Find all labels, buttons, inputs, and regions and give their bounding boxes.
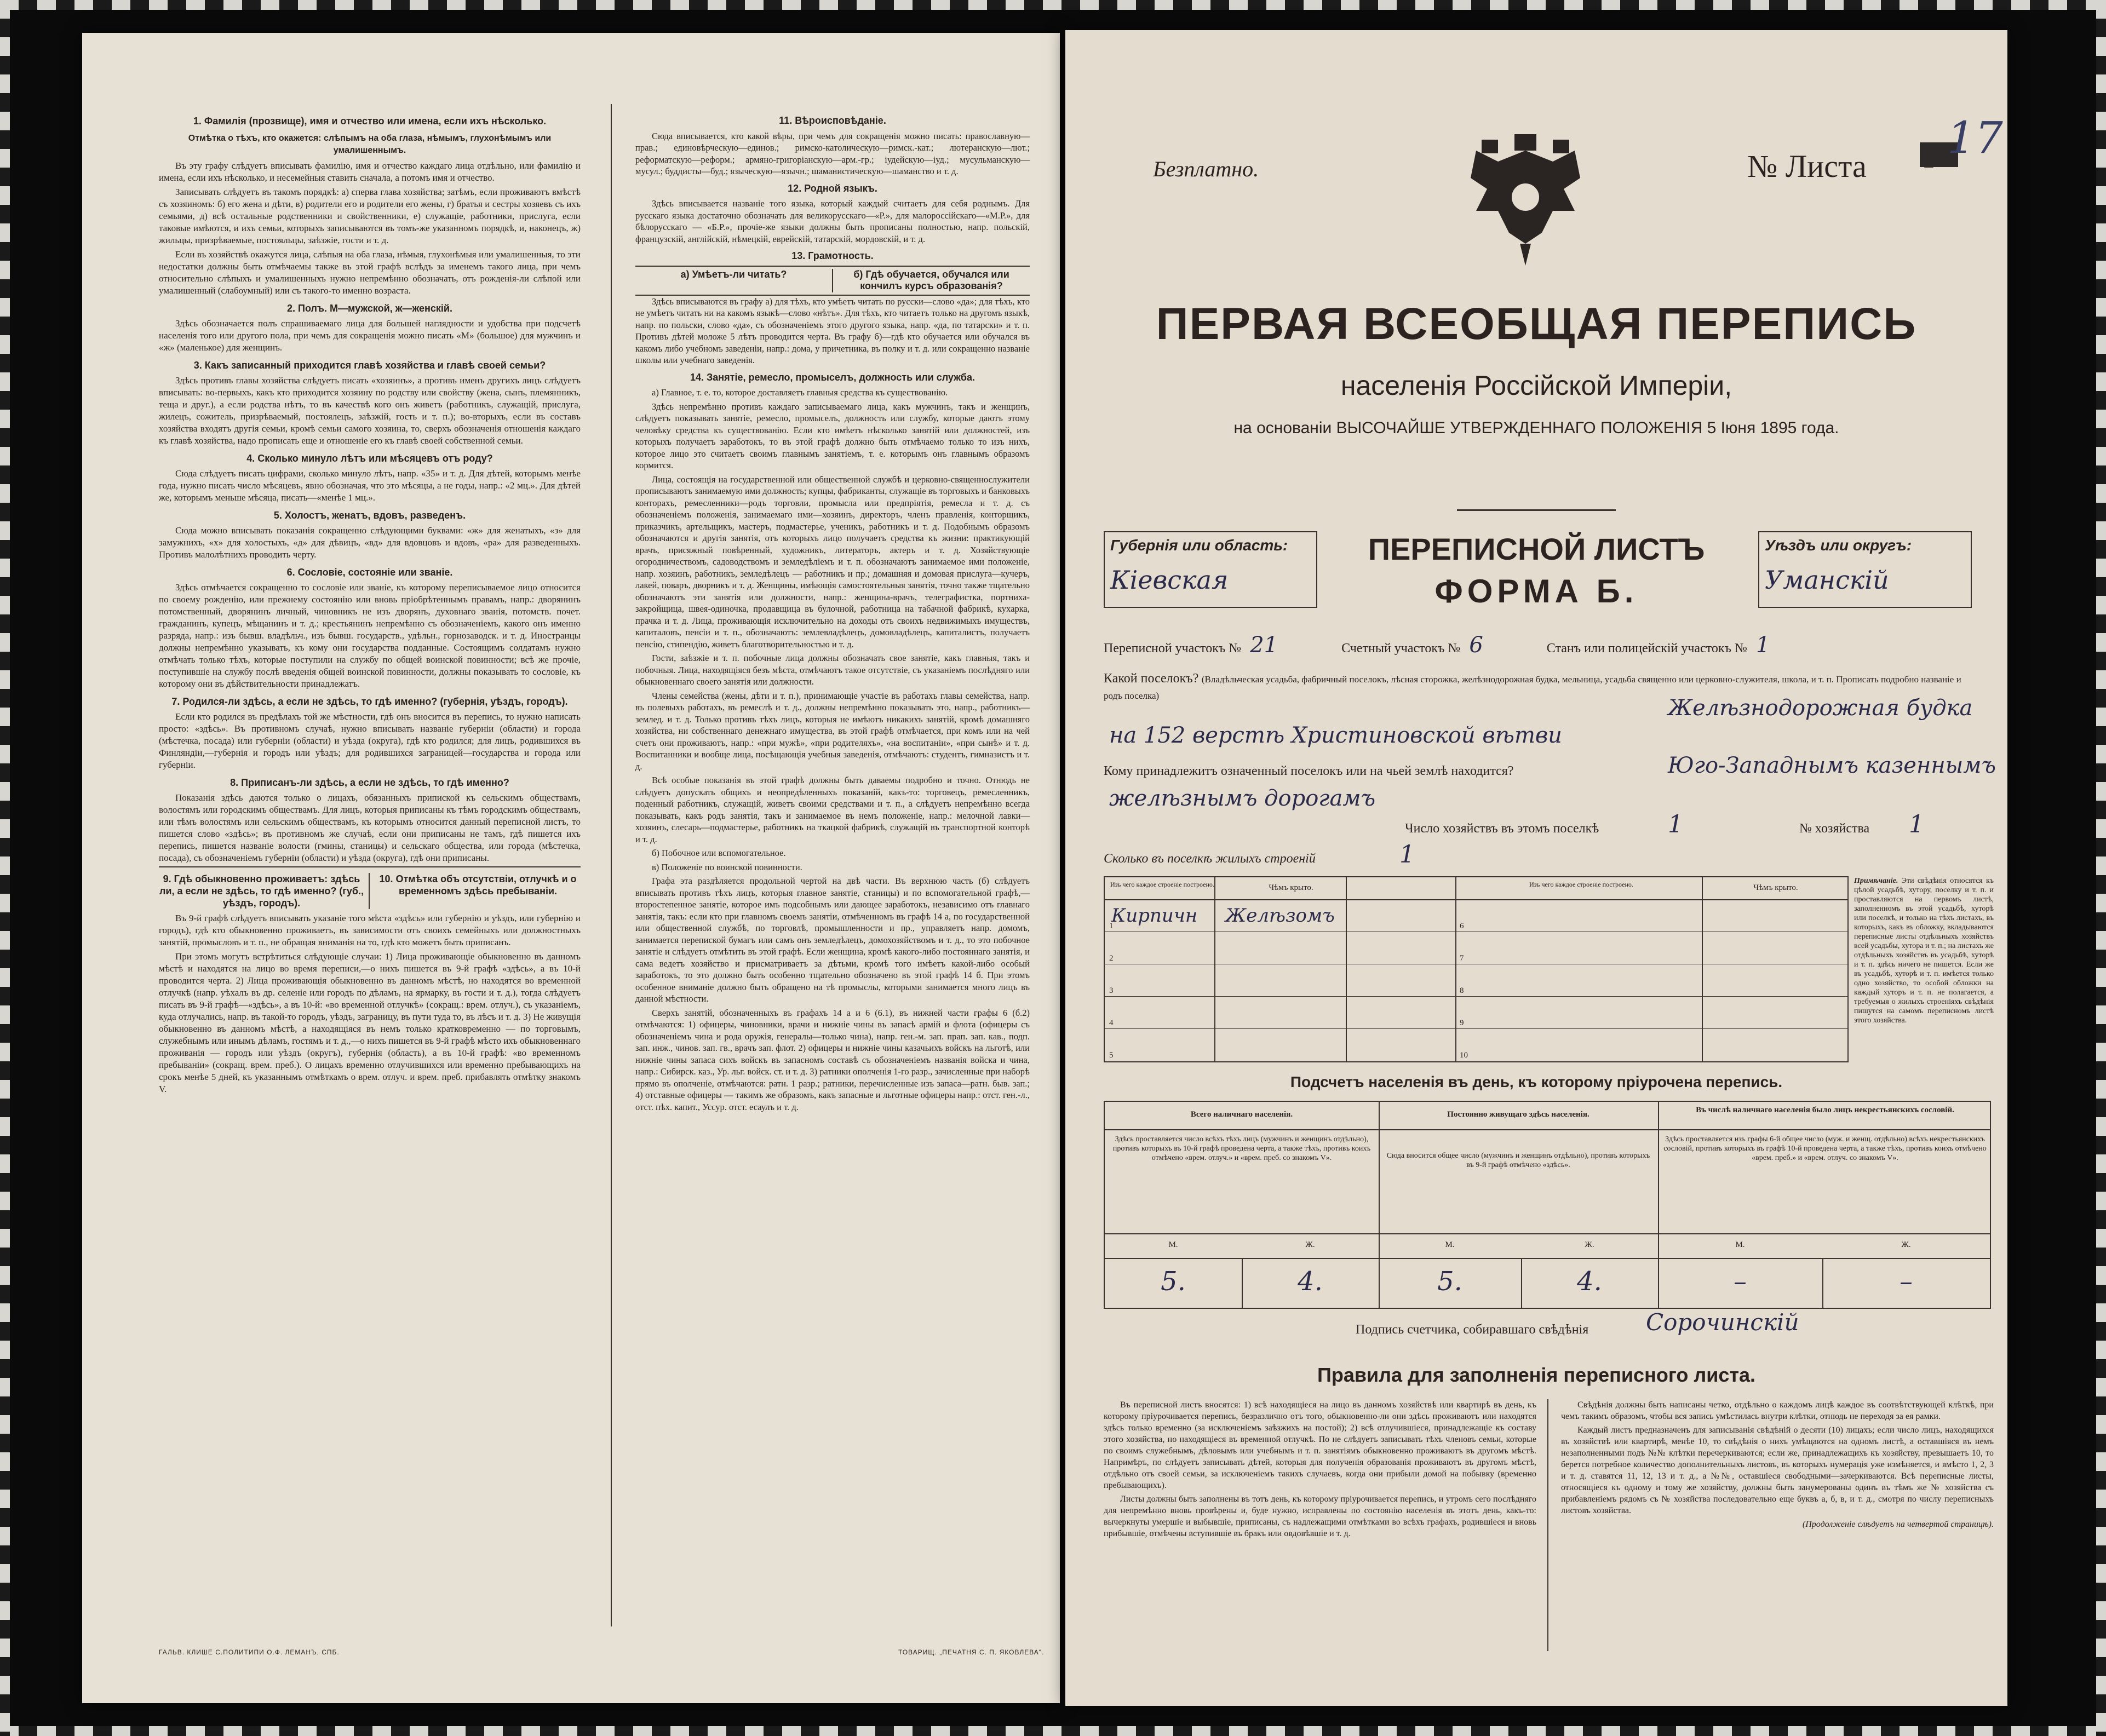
section-4-para: Сюда слѣдуетъ писать цифрами, сколько минуло лѣтъ, напр. «35» и т. д. Для дѣтей, которымъ менѣе года, нужно писать число мѣсяцевъ, явно обозначая, что это мѣсяцы, а не годы, напр.: «2 мц.». Для дѣтей же, которымъ меньше мѣсяца, писать—«менѣе 1 мц.». [159,468,581,503]
bt-row-number: 7 [1460,954,1464,963]
section-12-title: 12. Родной языкъ. [788,182,877,194]
ct-zh-header: Ж. [1585,1240,1594,1249]
population-count-table [1104,1101,1991,1309]
gubernia-label: Губернія или область: [1110,537,1288,554]
bt-row-number: 4 [1109,1019,1114,1027]
table-divider [1346,877,1347,1061]
uchastok-value: 21 [1250,633,1278,658]
scale-ruler-left [0,0,10,1736]
scale-ruler-bottom [0,1726,2106,1736]
section-14-title: 14. Занятіе, ремесло, промыселъ, должность или служба. [690,371,975,383]
section-14-para: Гости, заѣзжіе и т. п. побочные лица должны обозначать свое занятіе, какъ главныя, такъ и побочныя. Лица, находящіяся безъ мѣста, отмѣчаютъ такое отсутствіе, съ указаніемъ послѣдняго или обыкновеннаго своего занятія или должности. [635,653,1030,687]
gubernia-value: Кіевская [1110,565,1229,595]
stan-value: 1 [1755,633,1770,658]
section-3-para: Здѣсь противъ главы хозяйства слѣдуетъ писать «хозяинъ», а противъ именъ другихъ лицъ слѣдуетъ вписывать: во-первыхъ, какъ кто приходится хозяину по родству или свойству (жена, сынъ, племянникъ, теща и друг.), а если родства нѣтъ, то въ качествѣ кого онъ живетъ (работникъ, служащій, прислуга, жилецъ, сожитель, призрѣваемый, постоялецъ, заѣзжій, гость и т. п.); во-вторыхъ, если въ составъ хозяйства входятъ другія семьи, кромѣ семьи самого хозяина, то, сверхъ обозначенія отношенія каждаго къ главѣ хозяйства, надо прописать еще и отношеніе его къ главѣ своей собственной семьи. [159,375,581,446]
ct-nonpeasant-m: – [1734,1266,1747,1297]
stroenie-label: Сколько въ поселкѣ жилыхъ строеній [1104,852,1316,866]
gubernia-box [1104,531,1317,608]
section-11-title: 11. Вѣроисповѣданіе. [779,115,886,126]
buildings-note [1854,876,1994,1025]
right-page-census-form [1065,30,2007,1706]
rules-column-right [1561,1399,1994,1530]
section-12-para: Здѣсь вписывается названіе того языка, который каждый считаетъ для себя роднымъ. Для русскаго языка достаточно обозначать для великорусскаго—«Р.», для малороссійскаго—«М.Р.», для бѣлорусскаго — «Б.Р.», прочіе-же языки должны быть прописаны полностью, напр. польскій, французскій, англійскій, нѣмецкій, еврейскій, татарскій, мордовскій, и т. д. [635,198,1030,244]
ct-desc-nonpeasant: Здѣсь проставляется изъ графы 6-й общее число (муж. и женщ. отдѣльно) всѣхъ некрестьянскихъ сословій, противъ которыхъ въ графѣ 10-й проведена черта, а также тѣхъ, противъ коихъ отмѣчено «врем. преб.» и «врем. отлуч. со знакомъ V». [1663,1135,1987,1162]
sheet-number-label: № Листа [1747,148,1867,184]
table-row-line [1105,996,1455,997]
left-page-instructions [82,33,1060,1703]
rules-title: Правила для заполненія переписного листа. [1317,1364,1756,1386]
bt-header-material-right: Изъ чего каждое строеніе построено. [1529,881,1633,888]
ct-header-nonpeasant: Въ числѣ наличнаго населенія было лицъ некрестьянскихъ сословій. [1696,1106,1954,1114]
ct-permanent-zh: 4. [1577,1266,1602,1297]
section-13-title: 13. Грамотность. [791,250,874,261]
count-title: Подсчетъ населенія въ день, къ которому пріурочена перепись. [1290,1073,1783,1090]
section-6-title: 6. Сословіе, состояніе или званіе. [286,567,453,578]
bt-row1-material: Кирпичн [1111,905,1198,927]
left-column-1 [159,110,581,1097]
section-13-para: Здѣсь вписываются въ графу а) для тѣхъ, кто умѣетъ читать по русски—слово «да»; для тѣхъ, кто не умѣетъ читать ни на какомъ языкѣ—слово «нѣтъ». Для тѣхъ, кто читаетъ только на другомъ языкѣ, напр. по польски, слово «да», съ обозначеніемъ этого другого языка, напр. «да, по татарски» и т. п. Противъ дѣтей моложе 5 лѣтъ проводится черта. Въ графу б)—гдѣ кто обучается или обучался въ какомъ либо учебномъ заведеніи, напр.: дома, у причетника, въ полку и т. д. или сокращенно названіе школы или учебнаго заведенія. [635,296,1030,365]
section-11-para: Сюда вписывается, кто какой вѣры, при чемъ для сокращенія можно писать: православную—прав.; единовѣрческую—единов.; римско-католическую—римск.-кат.; лютеранскую—лют.; реформатскую—реформ.; армяно-григоріанскую—арм.-гр.; іудейскую—іуд.; мусульманскую—мусул.; буддисты—буд.; языческую—язычн.; шаманистическую—шаманство и т. д. [635,130,1030,176]
section-14-para: Всѣ особые показанія въ этой графѣ должны быть даваемы подробно и точно. Отнюдь не слѣдуетъ допускать общихъ и неопредѣленныхъ показаній, какъ-то: торговецъ, ремесленникъ, поденный работникъ, служащій, живетъ своими средствами и т. п., а слѣдуетъ непремѣнно всегда показывать, какъ родъ занятія, такъ и занимаемое въ немъ положеніе, напр.: мелочной лавки—хозяинъ, слесарь—подмастерье, работникъ на ткацкой фабрикѣ, служащій въ транспортной конторѣ и т. д. [635,775,1030,844]
ct-desc-total: Здѣсь проставляется число всѣхъ тѣхъ лицъ (мужчинъ и женщинъ отдѣльно), противъ которыхъ въ 10-й графѣ проведена черта, а также тѣхъ, противъ коихъ отмѣчено «врем. отлуч.» и «врем. преб. со знакомъ V». [1112,1135,1371,1162]
bt-header-roof-right: Чѣмъ крыто. [1753,883,1798,892]
bt-row-number: 10 [1460,1051,1468,1060]
schet-value: 6 [1469,633,1483,658]
signature-label: Подпись счетчика, собиравшаго свѣдѣнія [1356,1323,1589,1337]
table-divider [1105,899,1847,900]
rules-para: Листы должны быть заполнены въ тотъ день, къ которому пріурочивается перепись, и утромъ сего послѣдняго для непремѣнно вновь провѣрены и, буде нужно, исправлены по состоянію населенія въ этотъ день, какъ-то: вычеркнуты умершіе и выбывшіе, приписаны, съ надлежащими отмѣтками во всѣхъ графахъ, родившіеся и вновь прибывшіе, отмѣчены вступившіе въ бракъ или овдовѣвшіе и т. д. [1104,1494,1536,1538]
ct-header-total: Всего наличнаго населенія. [1190,1110,1293,1119]
rules-para: Свѣдѣнія должны быть написаны четко, отдѣльно о каждомъ лицѣ каждое въ соотвѣтствующей клѣткѣ, при чемъ такимъ образомъ, чтобы вся запись умѣстилась внутри клѣтки, отнюдь не переходя за ея рамки. [1561,1400,1994,1421]
uezd-value: Уманскій [1765,565,1889,595]
poselok-value-1: Желѣзнодорожная будка [1668,695,1973,721]
ct-permanent-m: 5. [1437,1266,1462,1297]
uchastok-label: Переписной участокъ № [1104,641,1242,656]
section-14a-title: а) Главное, т. е. то, которое доставляетъ главныя средства къ существованію. [652,387,948,398]
bt-row-number: 8 [1460,986,1464,995]
bt-row-number: 1 [1109,922,1114,930]
section-2-para: Здѣсь обозначается полъ спрашиваемаго лица для большей наглядности и удобства при подсчетѣ населенія того или другого пола, при чемъ для сокращенія можно писать «М» (большое) для мужчинъ и «ж» (маленькое) для женщинъ. [159,318,581,353]
scale-ruler-right [2096,0,2106,1736]
poselok-value-2: на 152 верстѣ Христиновской вѣтви [1109,723,1562,748]
ct-m-header: М. [1445,1240,1455,1249]
section-1-subtitle: Отмѣтка о тѣхъ, кто окажется: слѣпымъ на оба глаза, нѣмымъ, глухонѣмымъ или умалишеннымъ. [188,134,552,155]
rules-para: Въ переписной листъ вносятся: 1) всѣ находящіеся на лицо въ данномъ хозяйствѣ или квартирѣ въ день, къ которому пріурочивается перепись, безразлично отъ того, обыкновенно-ли они здѣсь проживаютъ или находятся здѣсь только временно (за исключеніемъ заѣзжихъ на постой); 2) всѣ отлучившіеся, принадлежащіе къ составу этого хозяйства, но находящіеся въ временной отлучкѣ. По не слѣдуетъ записывать тѣхъ членовъ семьи, которые по своимъ служебнымъ, дѣловымъ или учебнымъ и т. п. занятіямъ обыкновенно проживаютъ въ другомъ мѣстѣ. Напримѣръ, по слѣдуетъ записывать дѣтей, которыя для полученія образованія проживаютъ въ другомъ мѣстѣ, отдѣльно отъ своей семьи, за исключеніемъ такихъ случаевъ, когда они прибыли домой на побывку (временно пребывающихъ). [1104,1400,1536,1490]
printer-credit-left: ГАЛЬВ. КЛИШЕ С.ПОЛИТИПИ О.Ф. ЛЕМАНЪ, СПБ. [159,1648,340,1656]
table-divider [1455,877,1456,1061]
archive-page-number: 17 [1947,112,2003,163]
table-divider [1702,877,1703,1061]
section-9-para: При этомъ могутъ встрѣтиться слѣдующіе случаи: 1) Лица проживающіе обыкновенно въ данномъ мѣстѣ и находятся на лицо во время переписи,—о нихъ пишется въ 9-й графѣ «здѣсь», а въ 10-й проводится черта. 2) Лица проживающія обыкновенно въ данномъ мѣстѣ, но находятся во временной отлучкѣ (напр. уѣхалъ въ др. селеніе или городъ по дѣламъ, на ярмарку, въ гости и т. д.), тогда слѣдуетъ писать въ 9-й графѣ—«здѣсь», а въ 10-й: «во временной отлучкѣ» (сокращ.: врем. отлуч.), съ указаніемъ, куда отлучались, напр. въ такой-то городъ, уѣздъ, заграницу, въ пути туда то, въ лѣсъ и т. д. 3) Не живущія обыкновенно въ данномъ мѣстѣ, а находящіяся въ немъ только кратковременно — по торговымъ, служебнымъ или инымъ дѣламъ, гостямъ и т. д.,—о нихъ пишется въ 9-й графѣ мѣсто ихъ обыкновеннаго проживанія — городъ или уѣздъ (округъ), губернія (область), а въ 10-й графѣ: «во временномъ пребываніи» (сокращ. врем. преб.). О лицахъ временно отлучившихся или временно пребывающихъ на срокъ менѣе 5 дней, къ указаннымъ отмѣткамъ о врем. отлуч. и врем. преб. прибавлять отмѣтку знакомъ V. [159,951,581,1094]
section-14-para: Здѣсь непремѣнно противъ каждаго записываемаго лица, какъ мужчинъ, такъ и женщинъ, слѣдуетъ показывать занятіе, ремесло, промыселъ, должность или службу, которые даютъ этому человѣку средства къ существованію. Если кто имѣетъ нѣсколько занятій или должностей, изъ которыхъ получаетъ заработокъ, то въ этой графѣ должно быть отмѣчаемо только то изъ нихъ, которое лицо это считаетъ своимъ главнымъ занятіемъ, т. е. которымъ онъ главнымъ образомъ кормится. [635,401,1030,470]
bt-row-number: 9 [1460,1019,1464,1027]
buildings-table [1104,876,1849,1062]
section-6-para: Здѣсь отмѣчается сокращенно то сословіе или званіе, къ которому переписываемое лицо относится по своему рожденію, или прежнему состоянію или вновь пріобрѣтеннымъ правамъ, напр.: дворянинъ потомственный, дворянинъ личный, чиновникъ не изъ дворянъ, духовнаго званія, потомств. почет. гражданинъ, купецъ, мѣщанинъ и т. д.; крестьянинъ непремѣнно съ обозначеніемъ, какого онъ именно разряда, напр.: изъ бывш. владѣльч., изъ бывш. государств., удѣльн., горнозаводск. и т. д. Иностранцы должны непремѣнно указывать, къ кому они государства подданные. Состоящимъ солдатамъ нужно отмѣчать только тѣхъ, которые поступили на службу по общей воинской повинности; всѣ же прочіе, поступившіе на службу послѣ введенія общей воинской повинности, должны показывать то сословіе, къ которому они въ дѣйствительности принадлежатъ. [159,582,581,689]
table-divider [1105,1258,1990,1259]
section-8-title: 8. Приписанъ-ли здѣсь, а если не здѣсь, то гдѣ именно? [230,777,509,788]
table-divider [1214,877,1215,1061]
ct-total-zh: 4. [1298,1266,1323,1297]
section-14-para: Члены семейства (жены, дѣти и т. п.), принимающіе участіе въ работахъ главы семейства, напр. въ полевыхъ работахъ, въ ремеслѣ и т. д., должны непремѣнно показывать это, напр., работникъ—землед. и т. д. Только противъ тѣхъ лицъ, которыя не имѣютъ никакихъ занятій, кромѣ домашняго хозяйства, ни собственнаго денежнаго имущества, въ этой графѣ отмѣчается, при комъ или на чей счетъ они проживаютъ, напр.: «при мужѣ», «при родителяхъ», «на воспитаніи», «при сынѣ» и т. д. Воспитанники и вообще лица, посѣщающія учебныя заведенія, отмѣчаютъ: студентъ, гимназистъ и т. д. [635,690,1030,772]
document-basis: на основаніи ВЫСОЧАЙШЕ УТВЕРЖДЕННАГО ПОЛОЖЕНІЯ 5 Іюня 1895 года. [1233,419,1839,437]
bt-row1-roof: Желѣзомъ [1225,905,1335,927]
section-2-title: 2. Полъ. М—мужской, ж—женскій. [287,303,452,314]
section-7-title: 7. Родился-ли здѣсь, а если не здѣсь, то гдѣ именно? (губернія, уѣздъ, городъ). [171,696,568,707]
stroenie-value: 1 [1399,841,1415,869]
sheet-number-value: 4 [1920,142,1958,167]
section-1-para: Записывать слѣдуетъ въ такомъ порядкѣ: а) сперва глава хозяйства; затѣмъ, если проживаютъ вмѣстѣ съ хозяиномъ: б) его жена и дѣти, в) родители его и родители его жены, г) братья и сестры хозяевъ съ ихъ семьями, д) всѣ остальные родственники и свойственники, е) служащіе, работники, прислуга, если таковые имѣются, и ихъ семьи, которыхъ записываются въ томъ-же указанномъ порядкѣ, и, наконецъ, ж) жильцы, призрѣваемые, постояльцы, заѣзжіе, гости и т. д. [159,187,581,245]
stan-label: Станъ или полицейскій участокъ № [1546,641,1747,656]
section-1-para: Въ эту графу слѣдуетъ вписывать фамилію, имя и отчество каждаго лица отдѣльно, или фамилію и имена, если ихъ нѣсколько, и несемейныя ставить сначала, а потомъ имя и отчество. [159,160,581,183]
hoz-label: Число хозяйствъ въ этомъ поселкѣ [1405,821,1599,836]
scale-ruler-top [0,0,2106,10]
section-14-para: Графа эта раздѣляется продольной чертой на двѣ части. Въ верхнюю часть (б) слѣдуетъ вписывать противъ тѣхъ лицъ, которыя главное занятіе, станицы) и по вспомогательной графѣ,—второстепенное занятіе, которое имъ подсобнымъ или дающее заработокъ, независимо отъ главнаго занятія, такъ: если кто при главномъ своемъ занятіи, отмѣченномъ въ графѣ 14 а, по государственной или общественной службѣ, по торговлѣ, промышленности и пр., управляетъ напр. домомъ, занимается перепиской бумагъ или самъ онъ земледѣлецъ, домохозяйствомъ и т. д., то это побочное занятіе и слѣдуетъ отмѣтить въ этой графѣ. Если женщина, кромѣ какого-либо постояннаго занятія, и сама ведетъ хозяйство и присматриваетъ за дѣтьми, кромѣ того имѣетъ какой-либо особый заработокъ, то это должно быть особенно тщательно обозначено въ этой графѣ 14 б. При этомъ особенное вниманіе должно быть обращено на тѣ промыслы, которыми занимается много лицъ въ данной мѣстности. [635,876,1030,1004]
ct-zh-header: Ж. [1901,1240,1911,1249]
free-label: Безплатно. [1153,157,1259,181]
title-divider [1457,509,1616,511]
uezd-box [1758,531,1972,608]
section-10-title: 10. Отмѣтка объ отсутствіи, отлучкѣ и о временномъ здѣсь пребываніи. [379,873,577,896]
ct-m-header: М. [1168,1240,1178,1249]
bt-row-number: 5 [1109,1051,1114,1060]
section-8-para: Показанія здѣсь даются только о лицахъ, обязанныхъ припиской къ сельскимъ обществамъ, волостямъ или городскимъ обществамъ. Для лицъ, которыя приписаны къ тѣмъ городскимъ обществамъ, или тѣмъ волостямъ или сельскимъ обществамъ, къ которымъ относится данный переписной листъ, то пишется слово «здѣсь»; въ противномъ же случаѣ, если они приписаны не тамъ, гдѣ пишется ихъ перепись, пишется названіе волости (гмины, станицы) и сельскаго общества, или города (мѣстечка, посада), съ обозначеніемъ губерніи (области) и уѣзда (округа), гдѣ они приписаны. [159,792,581,863]
form-title: ПЕРЕПИСНОЙ ЛИСТЪ [1368,532,1705,566]
section-13a-title: а) Умѣетъ-ли читать? [635,269,833,292]
rules-para: Каждый листъ предназначенъ для записыванія свѣдѣній о десяти (10) лицахъ; если число лицъ, находящихся въ хозяйствѣ или квартирѣ, менѣе 10, то свѣдѣнія о нихъ умѣщаются на одномъ листѣ, а оставшіяся въ немъ незаполненными подъ №№ клѣтки перечеркиваются; если же, принадлежащихъ къ хозяйству, превышаетъ 10, то берется потребное количество дополнительныхъ листовъ, въ которыхъ нумерація уже измѣняется, и вмѣсто 1, 2, 3 и т. д. ставятся 11, 12, 13 и т. д., а №№, оставшіеся свободными—зачеркиваются. Всѣ переписные листы, относящіеся къ одному и тому же хозяйству, должны быть занумерованы одинъ въ тѣмъ же № хозяйства съ прибавленіемъ рядомъ съ № хозяйства последовательно еще буквъ а, б, в, и т. д., смотря по числу переписныхъ листовъ хозяйства. [1561,1425,1994,1515]
ct-total-m: 5. [1161,1266,1186,1297]
owner-value-2: желѣзнымъ дорогамъ [1109,786,1376,811]
uezd-label: Уѣздъ или округъ: [1765,537,1912,554]
document-title: ПЕРВАЯ ВСЕОБЩАЯ ПЕРЕПИСЬ [1156,299,1917,349]
section-1-title: 1. Фамилія (прозвище), имя и отчество или имена, если ихъ нѣсколько. [193,116,547,127]
ct-desc-permanent: Сюда вносится общее число (мужчинъ и женщинъ отдѣльно), противъ которыхъ въ 9-й графѣ отмѣчено «здѣсь». [1386,1152,1650,1169]
left-column-2 [635,110,1030,1115]
schet-label: Счетный участокъ № [1341,641,1461,656]
uchastok-row [1104,633,1980,658]
section-14c-title: в) Положеніе по воинской повинности. [652,861,802,872]
section-5-title: 5. Холостъ, женатъ, вдовъ, разведенъ. [273,510,466,521]
hoz-value: 1 [1668,810,1683,838]
hoz-number-label: № хозяйства [1799,821,1870,836]
owner-label: Кому принадлежитъ означенный поселокъ или на чьей землѣ находится? [1104,764,1514,778]
rules-continuation: (Продолженіе слѣдуетъ на четвертой страницѣ). [1802,1520,1994,1529]
section-14-para: Лица, состоящія на государственной или общественной службѣ и церковно-священнослужители прописываютъ занимаемую ими должность; купцы, фабриканты, служащіе въ торговыхъ и банковыхъ конторахъ, ремесленники—родъ торговли, промысла или предпріятія, ремесла и т. д. съ обозначеніемъ положенія, занимаемаго ими—хозяинъ, директоръ, членъ правленія, конторщикъ, приказчикъ, артельщикъ, мастеръ, подмастерье, ученикъ, работникъ и т. д. Подобнымъ образомъ обозначаются и другія занятія, отъ которыхъ лицо получаетъ средства къ жизни: практикующій врачъ, присяжный повѣренный, художникъ, литераторъ, актеръ и т. д. Хозяйствующіе огородничествомъ, садоводствомъ и земледѣліемъ и т. п. обозначаютъ занимаемое ими положеніе, напр. хозяинъ, работникъ, земледѣлецъ — работникъ и пр.; домашняя и домовая прислуга—кучеръ, лакей, поваръ, дворникъ и т. д. Женщины, имѣющія самостоятельныя занятія, точно также тщательно обозначаютъ эти занятія или должности, напр.: женщина-врачъ, телеграфистка, портниха-закройщица, швея-одиночка, продавщица въ булочной, работница на табачной фабрикѣ, кухарка, прачка и т. д. Лица, проживающія исключительно на доходы отъ своихъ недвижимыхъ имуществъ, капиталовъ, пенсіи и т. п., обозначаютъ: землевладѣлецъ, домовладѣлецъ, капиталистъ, получаетъ пенсію, стипендію, живетъ благотворительностью и т. д. [635,474,1030,649]
table-divider [1105,1233,1990,1234]
document-subtitle: населенія Россійской Имперіи, [1340,370,1732,401]
rules-column-left [1104,1399,1536,1542]
section-3-title: 3. Какъ записанный приходится главѣ хозяйства и главѣ своей семьи? [193,360,546,371]
section-9-para: Въ 9-й графѣ слѣдуетъ вписывать указаніе того мѣста «здѣсь» или губернію и уѣздъ, или губернію и городъ), гдѣ кто обыкновенно проживаетъ, въ зависимости отъ своихъ семейныхъ или должностныхъ занятій, промысловъ и т. п., не обращая вниманія на то, гдѣ кто можетъ быть приписанъ. [159,913,581,947]
ct-zh-header: Ж. [1305,1240,1315,1249]
column-divider [611,104,612,1626]
bt-row-number: 3 [1109,986,1114,995]
table-row-line [1455,996,1847,997]
ct-nonpeasant-zh: – [1900,1266,1913,1297]
hoz-number-value: 1 [1909,810,1924,838]
section-1-para: Если въ хозяйствѣ окажутся лица, слѣпыя на оба глаза, нѣмыя, глухонѣмыя или умалишенныя, то эти недостатки должны быть отмѣчаемы также въ этой графѣ вслѣдъ за именемъ такого лица, при чемъ относительно слѣпыхъ и умалишенныхъ нужно непремѣнно обозначать, отъ рожденія-ли слѣпой или умалишенный (слабоумный) или съ такого-то именно возраста. [159,249,581,296]
section-14-para: Сверхъ занятій, обозначенныхъ въ графахъ 14 а и 6 (6.1), въ нижней части графы 6 (б.2) отмѣчаются: 1) офицеры, чиновники, врачи и нижніе чины въ запасѣ армій и флота (офицеры съ обозначеніемъ чина и рода оружія, генералы—только чина), напр. ген.-м. зап. прап. зап. кав., подп. зап. инж., чинов. зап. гв., врачъ зап. флот. 2) офицеры и нижніе чины казачьихъ войскъ на льготѣ, или нижніе чины запаса сихъ войскъ въ запасномъ составѣ съ обозначеніемъ названія войска и чина, напр.: Сибирск. каз., Ур. льг. войск. ст. и т. д. 3) ратники ополченія 1-го разр., зачисленные при наборѣ прямо въ ополченіе, отмѣчаются: ратн. 1 разр.; ратники, перечисленные изъ запаса—ратн. быв. зап.; 4) отставные офицеры — такимъ же образомъ, какъ запасные и льготные офицеры напр.: отст. ген.-л., отст. пѣх. капит., Уссур. отст. есаулъ и т. д. [635,1007,1030,1112]
double-headed-eagle-emblem [1460,129,1591,271]
bt-row-number: 6 [1460,922,1464,930]
table-divider [1105,1129,1990,1130]
bt-header-roof-left: Чѣмъ крыто. [1269,883,1313,892]
bt-header-material-left: Изъ чего каждое строеніе построено. [1110,881,1214,888]
section-13b-title: б) Гдѣ обучается, обучался или кончилъ курсъ образованія? [853,268,1009,291]
section-4-title: 4. Сколько минуло лѣтъ или мѣсяцевъ отъ роду? [246,453,493,464]
table-row-line [1455,1028,1847,1029]
table-row-line [1105,1028,1455,1029]
section-7-para: Если кто родился въ предѣлахъ той же мѣстности, гдѣ онъ вносится въ перепись, то нужно написать просто: «здѣсь». Въ противномъ случаѣ, нужно вписывать названіе губерніи (области) и города (мѣстечка, посада) или губерніи (области) и уѣзда (округа), гдѣ кто родился; для лицъ, родившихся въ Финляндіи,—губернія и городъ или уѣздъ; для родившихся заграницей—государства и города или губерніи. [159,711,581,770]
section-5-para: Сюда можно вписывать показанія сокращенно слѣдующими буквами: «ж» для женатыхъ, «з» для замужнихъ, «х» для холостыхъ, «д» для дѣвицъ, «вд» для вдовцовъ и вдовъ, «ра» для разведенныхъ. Противъ малолѣтнихъ проводить черту. [159,525,581,560]
note-text: Эти свѣдѣнія относятся къ цѣлой усадьбѣ, хутору, поселку и т. п. и проставляются на первомъ листѣ, заполненномъ въ этой усадьбѣ, хуторѣ или поселкѣ, и только на тѣхъ листахъ, въ которыхъ, какъ въ обложку, вкладываются переписные листы отдѣльныхъ хозяйствъ всей усадьбы, хутора и т. п.; на листахъ же отдѣльныхъ хозяйствъ въ усадьбѣ, хуторѣ и т. п. здѣсь ничего не пишется. Если же въ усадьбѣ, хуторѣ и т. п. имѣется только одно хозяйство, то особой обложки на каждый хуторъ и т. п. не полагается, а требуемыя о жилыхъ строеніяхъ свѣдѣнія пишутся на самомъ переписномъ листѣ этого хозяйства. [1854,877,1994,1025]
note-title: Примѣчаніе. [1854,877,1898,885]
poselok-hint: (Владѣльческая усадьба, фабричный поселокъ, лѣсная сторожка, желѣзнодорожная будка, мельница, усадьба священно или церковно-служителя, школа, и т. п. Прописать подробно названіе и родъ поселка) [1104,674,1961,701]
poselok-label: Какой поселокъ? [1104,671,1199,686]
form-letter: ФОРМА Б. [1434,573,1638,610]
ct-header-permanent: Постоянно живущаго здѣсь населенія. [1447,1110,1589,1119]
owner-value-1: Юго-Западнымъ казеннымъ [1668,753,1996,778]
section-9-title: 9. Гдѣ обыкновенно проживаетъ: здѣсь ли, а если не здѣсь, то гдѣ именно? (губ., уѣздъ, городъ). [159,873,370,909]
printer-credit-right: ТОВАРИЩ. „ПЕЧАТНЯ С. П. ЯКОВЛЕВА". [898,1648,1045,1656]
bt-row-number: 2 [1109,954,1114,963]
section-14b-title: б) Побочное или вспомогательное. [652,848,786,858]
ct-m-header: М. [1735,1240,1745,1249]
signature-value: Сорочинскій [1646,1309,1799,1336]
rules-divider [1547,1399,1548,1651]
